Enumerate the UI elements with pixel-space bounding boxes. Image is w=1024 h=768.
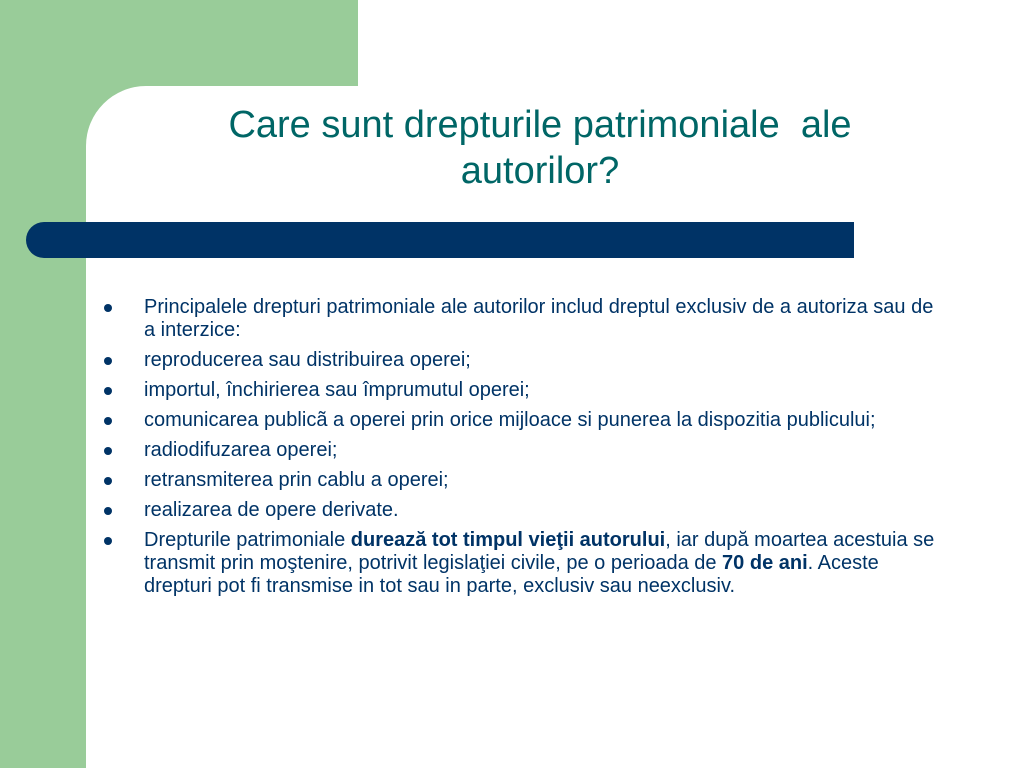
bullet-icon: [104, 304, 112, 312]
list-item: [100, 379, 940, 402]
bullet-text: retransmiterea prin cablu a operei;: [144, 469, 449, 491]
bullet-text-part: Drepturile patrimoniale: [144, 529, 351, 551]
slide-title: Care sunt drepturile patrimoniale ale autorilor?: [228, 104, 852, 192]
bullet-icon: [104, 477, 112, 485]
bullet-text-part: , iar după moartea acestuia se transmit prin moştenire, potrivit legislaţiei civile, pe o perioada de: [144, 529, 935, 574]
bullet-icon: [104, 447, 112, 455]
bullet-icon: [104, 537, 112, 545]
list-item: [100, 499, 940, 522]
list-item: [100, 349, 940, 372]
bullet-text-part: . Aceste drepturi pot fi transmise in tot sau in parte, exclusiv sau neexclusiv.: [144, 552, 879, 597]
title-divider-bar: [26, 222, 854, 258]
bullet-icon: [104, 387, 112, 395]
list-item: [100, 469, 940, 492]
bullet-text: reproducerea sau distribuirea operei;: [144, 349, 471, 371]
bullet-text: importul, închirierea sau împrumutul operei;: [144, 379, 530, 401]
list-item: [100, 296, 940, 342]
bullet-bold-text: 70 de ani: [722, 552, 808, 574]
list-item: [100, 529, 940, 598]
bullet-icon: [104, 417, 112, 425]
bullet-list: [100, 296, 940, 605]
bullet-text: realizarea de opere derivate.: [144, 499, 399, 521]
list-item: [100, 439, 940, 462]
bullet-text: comunicarea publicã a operei prin orice mijloace si punerea la dispozitia publicului;: [144, 409, 876, 431]
bullet-text: Principalele drepturi patrimoniale ale autorilor includ dreptul exclusiv de a autoriza sau de a interzice:: [144, 296, 934, 341]
bullet-bold-text: durează tot timpul vieţii autorului: [350, 529, 666, 551]
bullet-text: radiodifuzarea operei;: [144, 439, 338, 461]
bullet-icon: [104, 357, 112, 365]
list-item: [100, 409, 940, 432]
bullet-icon: [104, 507, 112, 515]
